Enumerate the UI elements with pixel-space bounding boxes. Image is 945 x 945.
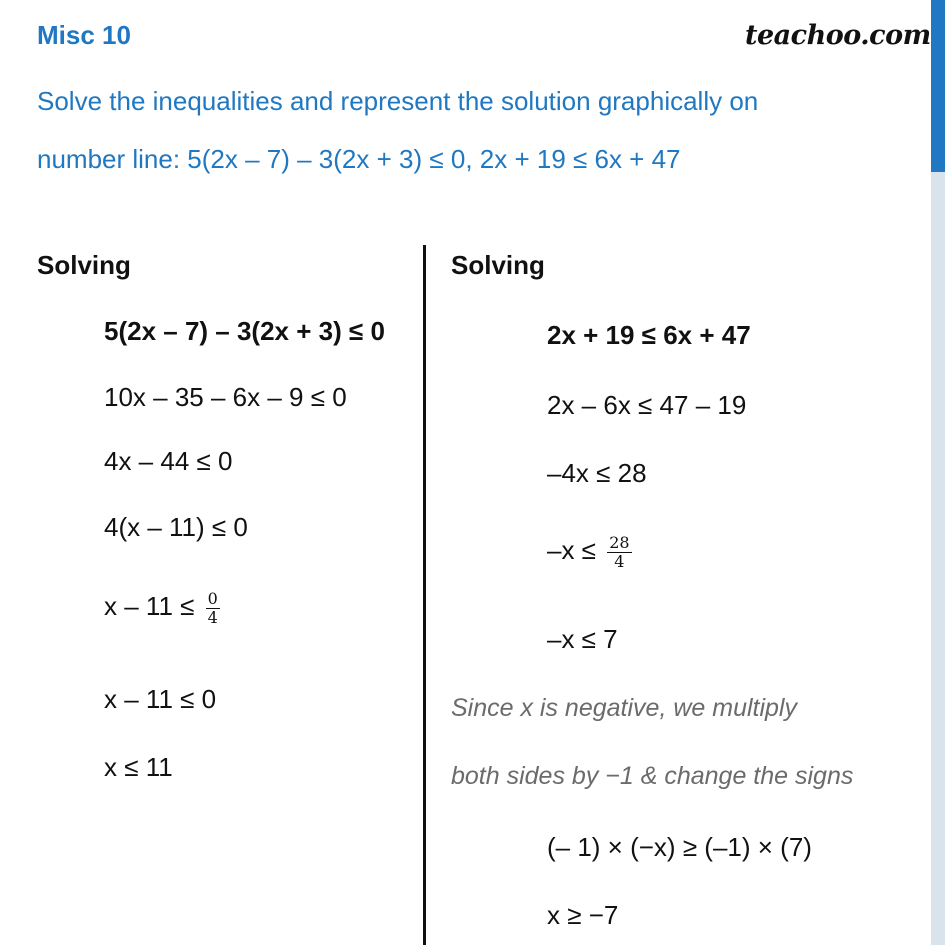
left-step-3: 4x – 44 ≤ 0 bbox=[104, 446, 233, 476]
left-heading: Solving bbox=[37, 250, 131, 280]
note-line-2: both sides by −1 & change the signs bbox=[451, 762, 854, 790]
left-step-7: x ≤ 11 bbox=[104, 752, 173, 782]
left-fraction-denominator: 4 bbox=[207, 607, 218, 627]
right-step-3: –4x ≤ 28 bbox=[547, 458, 647, 488]
left-step-6: x – 11 ≤ 0 bbox=[104, 684, 217, 714]
left-step-2: 10x – 35 – 6x – 9 ≤ 0 bbox=[104, 382, 347, 412]
right-step-1: 2x + 19 ≤ 6x + 47 bbox=[547, 320, 751, 350]
right-fraction bbox=[607, 534, 631, 570]
left-step-5-text: x – 11 ≤ bbox=[104, 590, 195, 621]
right-fraction-denominator: 4 bbox=[614, 551, 625, 571]
left-step-5 bbox=[104, 590, 220, 626]
question-line-1: Solve the inequalities and represent the solution graphically on bbox=[37, 86, 759, 116]
left-step-4: 4(x – 11) ≤ 0 bbox=[104, 512, 248, 542]
right-step-4 bbox=[547, 534, 632, 570]
brand-logo: teachoo.com bbox=[745, 20, 931, 51]
right-step-2: 2x – 6x ≤ 47 – 19 bbox=[547, 390, 747, 420]
right-step-6: (– 1) × (−x) ≥ (–1) × (7) bbox=[547, 832, 812, 862]
left-fraction-numerator: 0 bbox=[207, 589, 218, 608]
right-fraction-numerator: 28 bbox=[609, 533, 630, 552]
right-heading: Solving bbox=[451, 250, 545, 280]
question-line-2: number line: 5(2x – 7) – 3(2x + 3) ≤ 0, 2x + 19 ≤ 6x + 47 bbox=[37, 144, 681, 174]
left-fraction bbox=[206, 590, 220, 626]
column-divider bbox=[423, 245, 426, 945]
right-step-5: –x ≤ 7 bbox=[547, 624, 618, 654]
right-step-4-text: –x ≤ bbox=[547, 534, 596, 565]
page-title: Misc 10 bbox=[37, 20, 131, 50]
scrollbar-thumb[interactable] bbox=[931, 0, 945, 172]
right-step-7: x ≥ −7 bbox=[547, 900, 619, 930]
left-step-1: 5(2x – 7) – 3(2x + 3) ≤ 0 bbox=[104, 316, 385, 346]
note-line-1: Since x is negative, we multiply bbox=[451, 694, 797, 722]
